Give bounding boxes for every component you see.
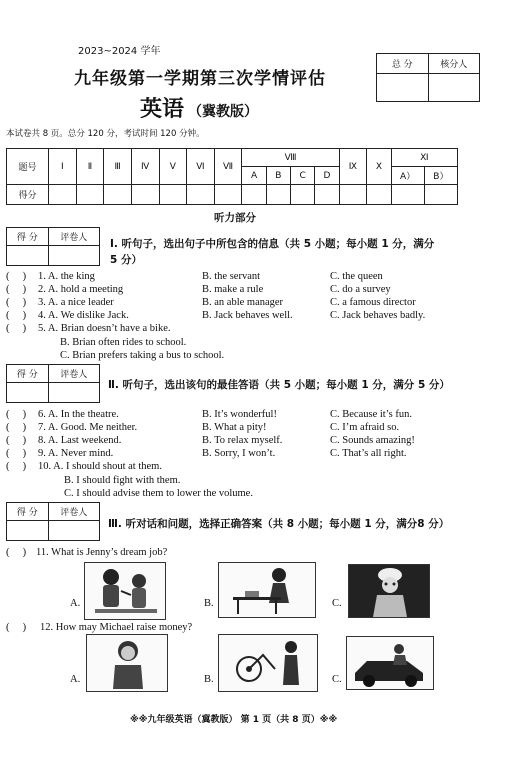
col-8: Ⅷ [242,149,339,167]
q2-option-b: B. make a rule [202,284,264,295]
score-cell[interactable] [242,185,266,205]
col-11a: A） [391,167,424,185]
q9-option-c: C. That’s all right. [330,448,407,459]
grade-score-cell[interactable] [7,521,49,541]
score-cell[interactable] [291,185,315,205]
boy-icon [87,635,168,692]
q4-a: A. We dislike Jack. [47,310,129,321]
q1-num: 1. [38,271,46,282]
score-cell[interactable] [159,185,187,205]
score-cell[interactable] [424,185,457,205]
grade-score-cell[interactable] [7,246,49,266]
col-10: X [367,149,391,185]
grade-score-label: 得 分 [7,365,49,383]
q4-option-c: C. Jack behaves badly. [330,310,426,321]
q6-a: A. In the theatre. [47,409,119,420]
checker-cell[interactable] [428,74,480,102]
score-cell[interactable] [391,185,424,205]
section1-title-cont: 5 分） [110,254,142,266]
q7-num: 7. [38,422,46,433]
q3-option-a [38,297,114,308]
col-7: Ⅶ [214,149,242,185]
grade-box-3 [6,502,100,541]
q9-option-a [38,448,113,459]
q4-option-b: B. Jack behaves well. [202,310,293,321]
total-cell[interactable] [377,74,429,102]
answer-paren[interactable]: ( ) [6,409,27,420]
q8-option-c: C. Sounds amazing! [330,435,415,446]
q7-option-c: C. I’m afraid so. [330,422,400,433]
col-3: Ⅲ [104,149,132,185]
grade-box-2 [6,364,100,403]
grader-label: 评卷人 [48,365,99,383]
q6-option-a [38,409,119,420]
grader-cell[interactable] [48,521,99,541]
q9-a: A. Never mind. [47,448,114,459]
col-1: I [49,149,77,185]
grade-score-label: 得 分 [7,228,49,246]
col-11b: B） [424,167,457,185]
col-8a: A [242,167,266,185]
school-year: 2023~2024 学年 [78,46,161,57]
section2-title: Ⅱ. 听句子，选出该句的最佳答语（共 5 小题；每小题 1 分，满分 5 分） [108,379,450,391]
score-cell[interactable] [367,185,391,205]
subject-line [140,92,258,123]
col-5: V [159,149,187,185]
q11-label-c: C. [332,598,342,609]
score-cell[interactable] [339,185,367,205]
col-6: Ⅵ [187,149,215,185]
section2-questions [6,409,506,504]
answer-paren[interactable]: ( ) [6,284,27,295]
q12-text: 12. How may Michael raise money? [40,622,193,633]
q5-option-c: C. Brian prefers taking a bus to school. [60,350,225,361]
page-footer: ※※九年级英语（冀教版） 第 1 页（共 8 页）※※ [130,715,338,725]
row-label-score: 得分 [7,185,49,205]
q9-num: 9. [38,448,46,459]
answer-paren[interactable]: ( ) [6,622,27,633]
grader-label: 评卷人 [48,503,99,521]
q3-option-c: C. a famous director [330,297,416,308]
person-at-desk-icon [219,563,316,618]
q2-option-a [38,284,123,295]
edition: （冀教版） [188,104,259,120]
row-label-number: 题号 [7,149,49,185]
score-cell[interactable] [315,185,339,205]
q3-option-b: B. an able manager [202,297,284,308]
q5-option-b: B. Brian often rides to school. [60,337,187,348]
col-8b: B [266,167,290,185]
q12-image-b[interactable] [218,634,318,692]
q11-label-b: B. [204,598,214,609]
q12-image-c[interactable] [346,636,434,690]
q8-a: A. Last weekend. [47,435,122,446]
q2-option-c: C. do a survey [330,284,391,295]
checker-label: 核分人 [428,54,480,74]
section1-title: Ⅰ. 听句子，选出句子中所包含的信息（共 5 小题；每小题 1 分，满分 [110,238,435,250]
q6-option-b: B. It’s wonderful! [202,409,277,420]
answer-paren[interactable]: ( ) [6,323,27,334]
section3-title: Ⅲ. 听对话和问题，选择正确答案（共 8 小题；每小题 1 分，满分8 分） [108,518,450,530]
grade-score-cell[interactable] [7,383,49,403]
grader-cell[interactable] [48,383,99,403]
grade-box-1 [6,227,100,266]
q3-a: A. a nice leader [47,297,114,308]
q8-num: 8. [38,435,46,446]
exam-info: 本试卷共 8 页。总分 120 分，考试时间 120 分钟。 [6,129,205,139]
score-cell[interactable] [104,185,132,205]
q12-image-a[interactable] [86,634,168,692]
col-11: Ⅺ [391,149,457,167]
col-8d: D [315,167,339,185]
q11-image-a[interactable] [84,562,166,620]
chef-icon [349,565,430,618]
col-2: Ⅱ [76,149,104,185]
total-label: 总 分 [377,54,429,74]
col-9: Ⅸ [339,149,367,185]
q1-a: A. the king [47,271,95,282]
answer-paren[interactable]: ( ) [6,271,27,282]
listening-title: 听力部分 [214,212,256,224]
q4-num: 4. [38,310,46,321]
q6-option-c: C. Because it’s fun. [330,409,412,420]
answer-paren[interactable]: ( ) [6,461,27,472]
q11-text: 11. What is Jenny’s dream job? [36,547,168,558]
q11-image-c[interactable] [348,564,430,618]
q10-option-c: C. I should advise them to lower the volume. [64,488,253,499]
q9-option-b: B. Sorry, I won’t. [202,448,276,459]
exam-title: 九年级第一学期第三次学情评估 [74,69,326,89]
answer-paren[interactable]: ( ) [6,297,27,308]
score-cell[interactable] [49,185,77,205]
q8-option-b: B. To relax myself. [202,435,283,446]
col-4: Ⅳ [131,149,159,185]
q11-label-a: A. [70,598,81,609]
q4-option-a [38,310,129,321]
q12-label-b: B. [204,674,214,685]
score-table [6,148,458,205]
washing-car-icon [347,637,434,690]
grader-label: 评卷人 [48,228,99,246]
q1-option-c: C. the queen [330,271,383,282]
q5-option-a: 5. A. Brian doesn’t have a bike. [38,323,171,334]
two-people-talking-icon [85,563,166,620]
answer-paren[interactable]: ( ) [6,435,27,446]
q6-num: 6. [38,409,46,420]
grader-cell[interactable] [48,246,99,266]
col-8c: C [291,167,315,185]
q12-label-c: C. [332,674,342,685]
q2-num: 2. [38,284,46,295]
section1-questions [6,271,506,361]
bicycle-repair-icon [219,635,318,692]
grade-score-label: 得 分 [7,503,49,521]
q10-option-b: B. I should fight with them. [64,475,181,486]
subject: 英语 [140,97,185,122]
answer-paren[interactable]: ( ) [6,448,27,459]
answer-paren[interactable]: ( ) [6,422,27,433]
answer-paren[interactable]: ( ) [6,310,27,321]
q7-option-b: B. What a pity! [202,422,267,433]
q7-a: A. Good. Me neither. [47,422,138,433]
score-cell[interactable] [76,185,104,205]
score-cell[interactable] [214,185,242,205]
q10-option-a: 10. A. I should shout at them. [38,461,162,472]
q11-image-b[interactable] [218,562,316,618]
answer-paren[interactable]: ( ) [6,547,27,558]
q12-label-a: A. [70,674,81,685]
q7-option-a [38,422,137,433]
q1-option-b: B. the servant [202,271,261,282]
q8-option-a [38,435,121,446]
q3-num: 3. [38,297,46,308]
score-cell[interactable] [187,185,215,205]
q1-option-a [38,271,95,282]
total-score-box [376,53,480,102]
score-cell[interactable] [266,185,290,205]
score-cell[interactable] [131,185,159,205]
q2-a: A. hold a meeting [47,284,124,295]
